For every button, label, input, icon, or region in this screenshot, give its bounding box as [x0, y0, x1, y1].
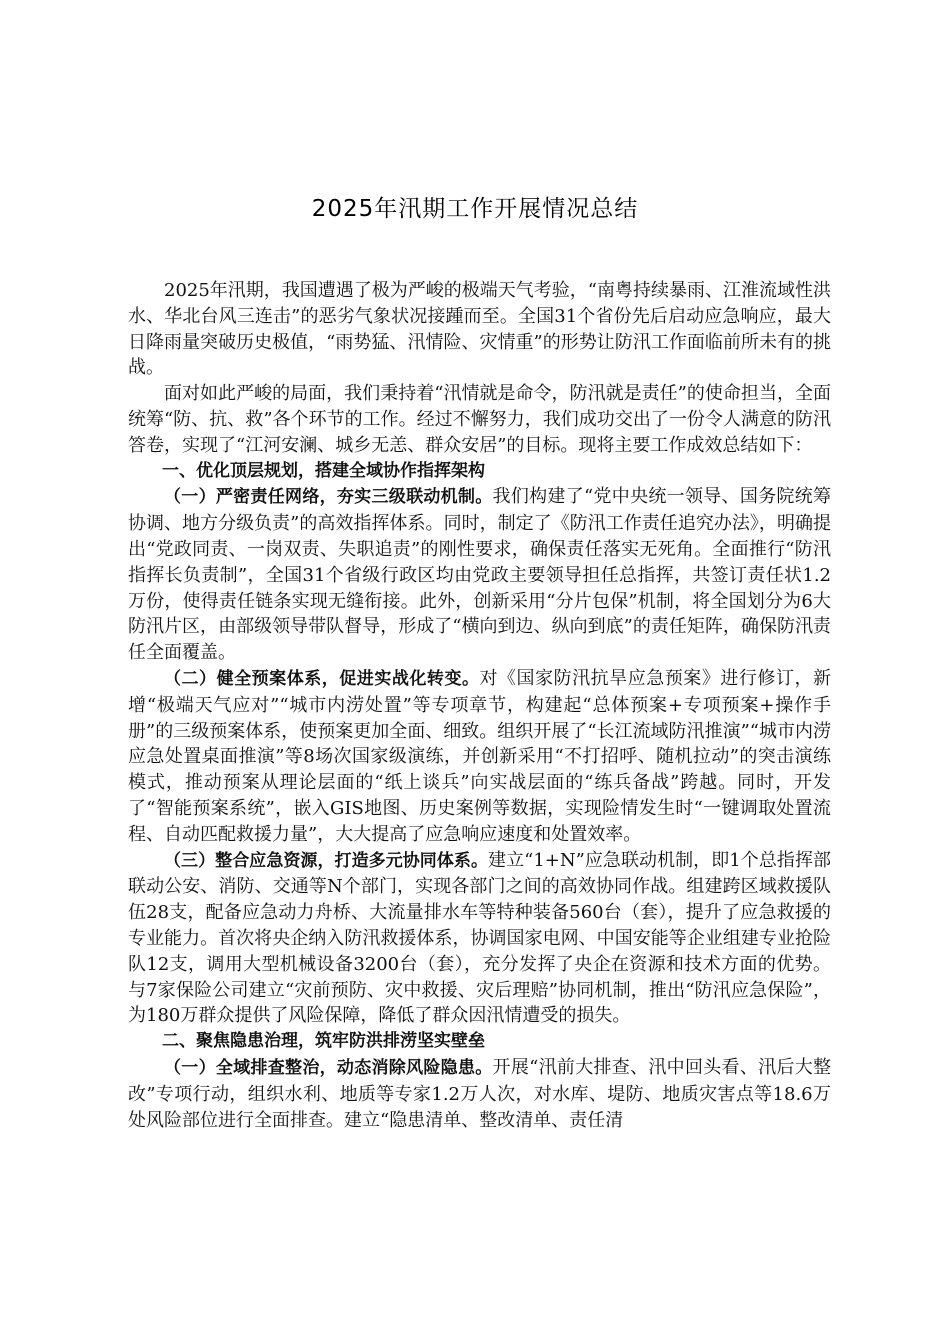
section-1-item-2-text: 对《国家防汛抗旱应急预案》进行修订，新增“极端天气应对”“城市内涝处置”等专项章节，构建起“总体预案+专项预案+操作手册”的三级预案体系，使预案更加全面、细致。组织开展了“长江流域防汛推演”“城市内涝应急处置桌面推演”等8场次国家级演练，并创新采用“不打招呼、随机拉动”的突击演练模式，推动预案从理论层面的“纸上谈兵”向实战层面的“练兵备战”跨越。同时，开发了“智能预案系统”，嵌入GIS地图、历史案例等数据，实现险情发生时“一键调取处置流程、自动匹配救援力量”，大大提高了应急响应速度和处置效率。: [128, 667, 831, 845]
section-1-heading: 一、优化顶层规划，搭建全域协作指挥架构: [162, 460, 485, 481]
document-body: [128, 278, 831, 1133]
section-1-item-1-text: 我们构建了“党中央统一领导、国务院统筹协调、地方分级负责”的高效指挥体系。同时，制定了《防汛工作责任追究办法》，明确提出“党政同责、一岗双责、失职追责”的刚性要求，确保责任落实无死角。全面推行“防汛指挥长负责制”，全国31个省级行政区均由党政主要领导担任总指挥，共签订责任状1.2万份，使得责任链条实现无缝衔接。此外，创新采用“分片包保”机制，将全国划分为6大防汛片区，由部级领导带队督导，形成了“横向到边、纵向到底”的责任矩阵，确保防汛责任全面覆盖。: [128, 486, 831, 664]
section-2-heading: 二、聚焦隐患治理，筑牢防洪排涝坚实壁垒: [162, 1031, 485, 1052]
section-1-item-1-lead: （一）严密责任网络，夯实三级联动机制。: [164, 487, 493, 508]
section-1-item-3-text: 建立“1+N”应急联动机制，即1个总指挥部联动公安、消防、交通等N个部门，实现各部门之间的高效协同作战。组建跨区域救援队伍28支，配备应急动力舟桥、大流量排水车等特种装备560台（套），提升了应急救援的专业能力。首次将央企纳入防汛救援体系，协调国家电网、中国安能等企业组建专业抢险队12支，调用大型机械设备3200台（套），充分发挥了央企在资源和技术方面的优势。与7家保险公司建立“灾前预防、灾中救援、灾后理赔”协同机制，推出“防汛应急保险”，为180万群众提供了风险保障，降低了群众因汛情遭受的损失。: [128, 849, 832, 1027]
section-1-item-1: [128, 484, 831, 666]
section-1-item-2-lead: （二）健全预案体系，促进实战化转变。: [164, 668, 480, 689]
section-1-item-2: [128, 666, 831, 848]
document-title: 2025年汛期工作开展情况总结: [311, 196, 639, 222]
intro-paragraph-2: 面对如此严峻的局面，我们秉持着“汛情就是命令，防汛就是责任”的使命担当，全面统筹“防、抗、救”各个环节的工作。经过不懈努力，我们成功交出了一份令人满意的防汛答卷，实现了“江河安澜、城乡无恙、群众安居”的目标。现将主要工作成效总结如下：: [128, 383, 831, 456]
section-1-item-3-lead: （三）整合应急资源，打造多元协同体系。: [164, 850, 489, 871]
intro-paragraph-1: 2025年汛期，我国遭遇了极为严峻的极端天气考验，“南粤持续暴雨、江淮流域性洪水、华北台风三连击”的恶劣气象状况接踵而至。全国31个省份先后启动应急响应，最大日降雨量突破历史极值，“雨势猛、汛情险、灾情重”的形势让防汛工作面临前所未有的挑战。: [128, 280, 832, 379]
section-2-item-1-text: 开展“汛前大排查、汛中回头看、汛后大整改”专项行动，组织水利、地质等专家1.2万人次，对水库、堤防、地质灾害点等18.6万处风险部位进行全面排查。建立“隐患清单、整改清单、责任清: [128, 1056, 831, 1131]
section-1-item-3: [128, 848, 831, 1030]
section-2-item-1: [128, 1055, 831, 1133]
section-2-item-1-lead: （一）全域排查整治，动态消除风险隐患。: [164, 1057, 493, 1078]
